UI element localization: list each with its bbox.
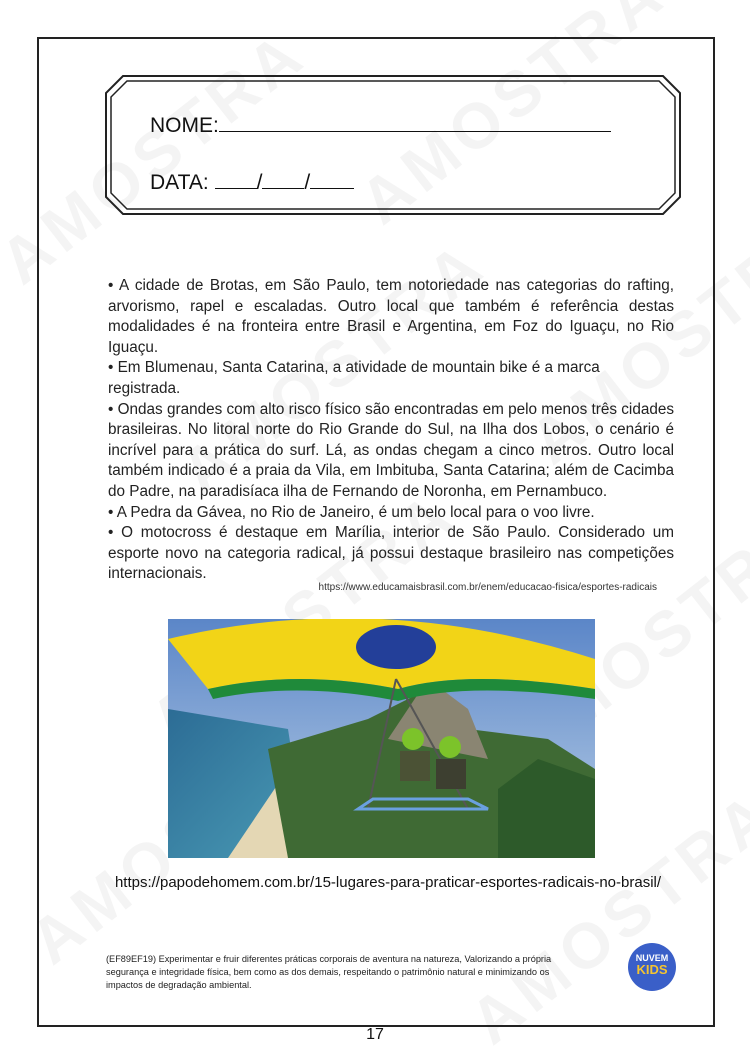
name-field[interactable] bbox=[150, 113, 611, 138]
logo-text: NUVEM bbox=[635, 953, 669, 963]
bncc-skill-text: (EF89EF19) Experimentar e fruir diferentes práticas corporais de aventura na natureza, Valorizando a própria segurança e integridade física, bem como as dos demais, respeitando o patrimônio natural e minimizando os impactos de degradação ambiental. bbox=[106, 954, 552, 990]
body-text bbox=[108, 276, 674, 585]
day-line[interactable] bbox=[215, 170, 257, 189]
date-label: DATA: bbox=[150, 171, 209, 194]
paragraph: • O motocross é destaque em Marília, interior de São Paulo. Considerado um esporte novo na categoria radical, já possui destaque brasileiro nas competições internacionais. bbox=[108, 524, 674, 583]
paragraph: • A cidade de Brotas, em São Paulo, tem notoriedade nas categorias do rafting, arvorismo, rapel e escaladas. Outro local que também é referência destas modalidades é na fronteira entre Brasil e Argentina, em Foz do Iguaçu, no Rio Iguaçu. bbox=[108, 277, 674, 356]
year-line[interactable] bbox=[310, 170, 354, 189]
name-line[interactable] bbox=[219, 113, 611, 132]
date-separator: / bbox=[256, 171, 263, 194]
paragraph: • Em Blumenau, Santa Catarina, a atividade de mountain bike é a marca registrada. bbox=[108, 359, 600, 397]
nuvem-kids-logo bbox=[628, 943, 676, 991]
source-link[interactable]: https://www.educamaisbrasil.com.br/enem/educacao-fisica/esportes-radicais bbox=[318, 582, 657, 593]
hang-gliding-photo bbox=[168, 619, 595, 858]
paragraph: • Ondas grandes com alto risco físico são encontradas em pelo menos três cidades brasileiras. No litoral norte do Rio Grande do Sul, na Ilha dos Lobos, o cenário é incrível para a prática do surf. Lá, as ondas chegam a cinco metros. Outro local também indicado é a praia da Vila, em Imbituba, Santa Catarina; além de Cacimba do Padre, na paradisíaca ilha de Fernando de Noronha, em Pernambuco. bbox=[108, 400, 674, 500]
date-field[interactable] bbox=[150, 170, 354, 195]
logo-text: KIDS bbox=[636, 962, 668, 977]
month-line[interactable] bbox=[262, 170, 304, 189]
name-label: NOME: bbox=[150, 114, 219, 137]
page-number: 17 bbox=[366, 1026, 384, 1043]
source-link[interactable]: https://papodehomem.com.br/15-lugares-para-praticar-esportes-radicais-no-brasil/ bbox=[114, 874, 662, 891]
paragraph: • A Pedra da Gávea, no Rio de Janeiro, é um belo local para o voo livre. bbox=[108, 503, 595, 521]
date-separator: / bbox=[304, 171, 311, 194]
